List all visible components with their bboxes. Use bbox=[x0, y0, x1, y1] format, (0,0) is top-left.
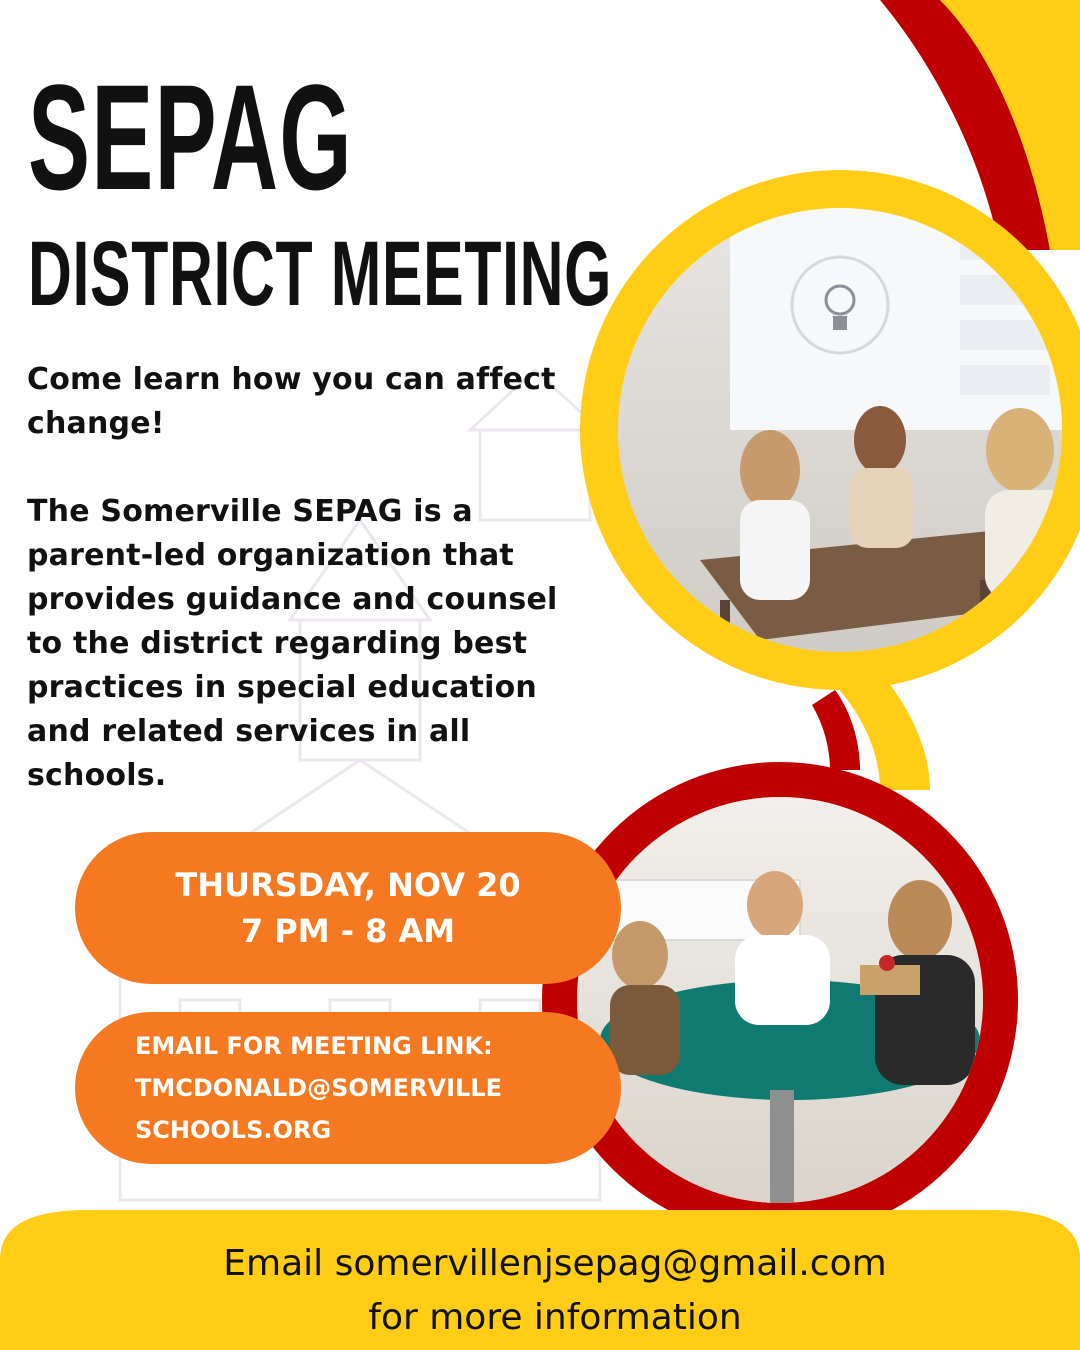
event-date: THURSDAY, NOV 20 bbox=[175, 866, 521, 904]
tagline-line: Come learn how you can affect bbox=[27, 362, 556, 397]
description-line: schools. bbox=[27, 758, 167, 793]
footer-contact-email[interactable]: Email somervillenjsepag@gmail.com bbox=[223, 1243, 887, 1284]
description-line: The Somerville SEPAG is a bbox=[27, 494, 473, 529]
page-subtitle: DISTRICT MEETING bbox=[28, 223, 613, 325]
tagline-line: change! bbox=[27, 406, 165, 441]
meeting-link-label: EMAIL FOR MEETING LINK: bbox=[135, 1032, 493, 1060]
page-title: SEPAG bbox=[28, 53, 353, 221]
description-line: to the district regarding best bbox=[27, 626, 528, 661]
meeting-link-email[interactable]: TMCDONALD@SOMERVILLE bbox=[135, 1074, 502, 1102]
description-line: practices in special education bbox=[27, 670, 537, 705]
description-line: provides guidance and counsel bbox=[27, 582, 558, 617]
meeting-link-email-continued[interactable]: SCHOOLS.ORG bbox=[135, 1116, 332, 1144]
description-line: parent-led organization that bbox=[27, 538, 514, 573]
meeting-link-pill bbox=[75, 1012, 621, 1164]
event-time: 7 PM - 8 AM bbox=[240, 912, 456, 950]
event-date-pill bbox=[75, 832, 621, 984]
description bbox=[27, 490, 607, 798]
description-line: and related services in all bbox=[27, 714, 471, 749]
footer-more-info: for more information bbox=[368, 1297, 742, 1338]
tagline bbox=[27, 358, 607, 446]
